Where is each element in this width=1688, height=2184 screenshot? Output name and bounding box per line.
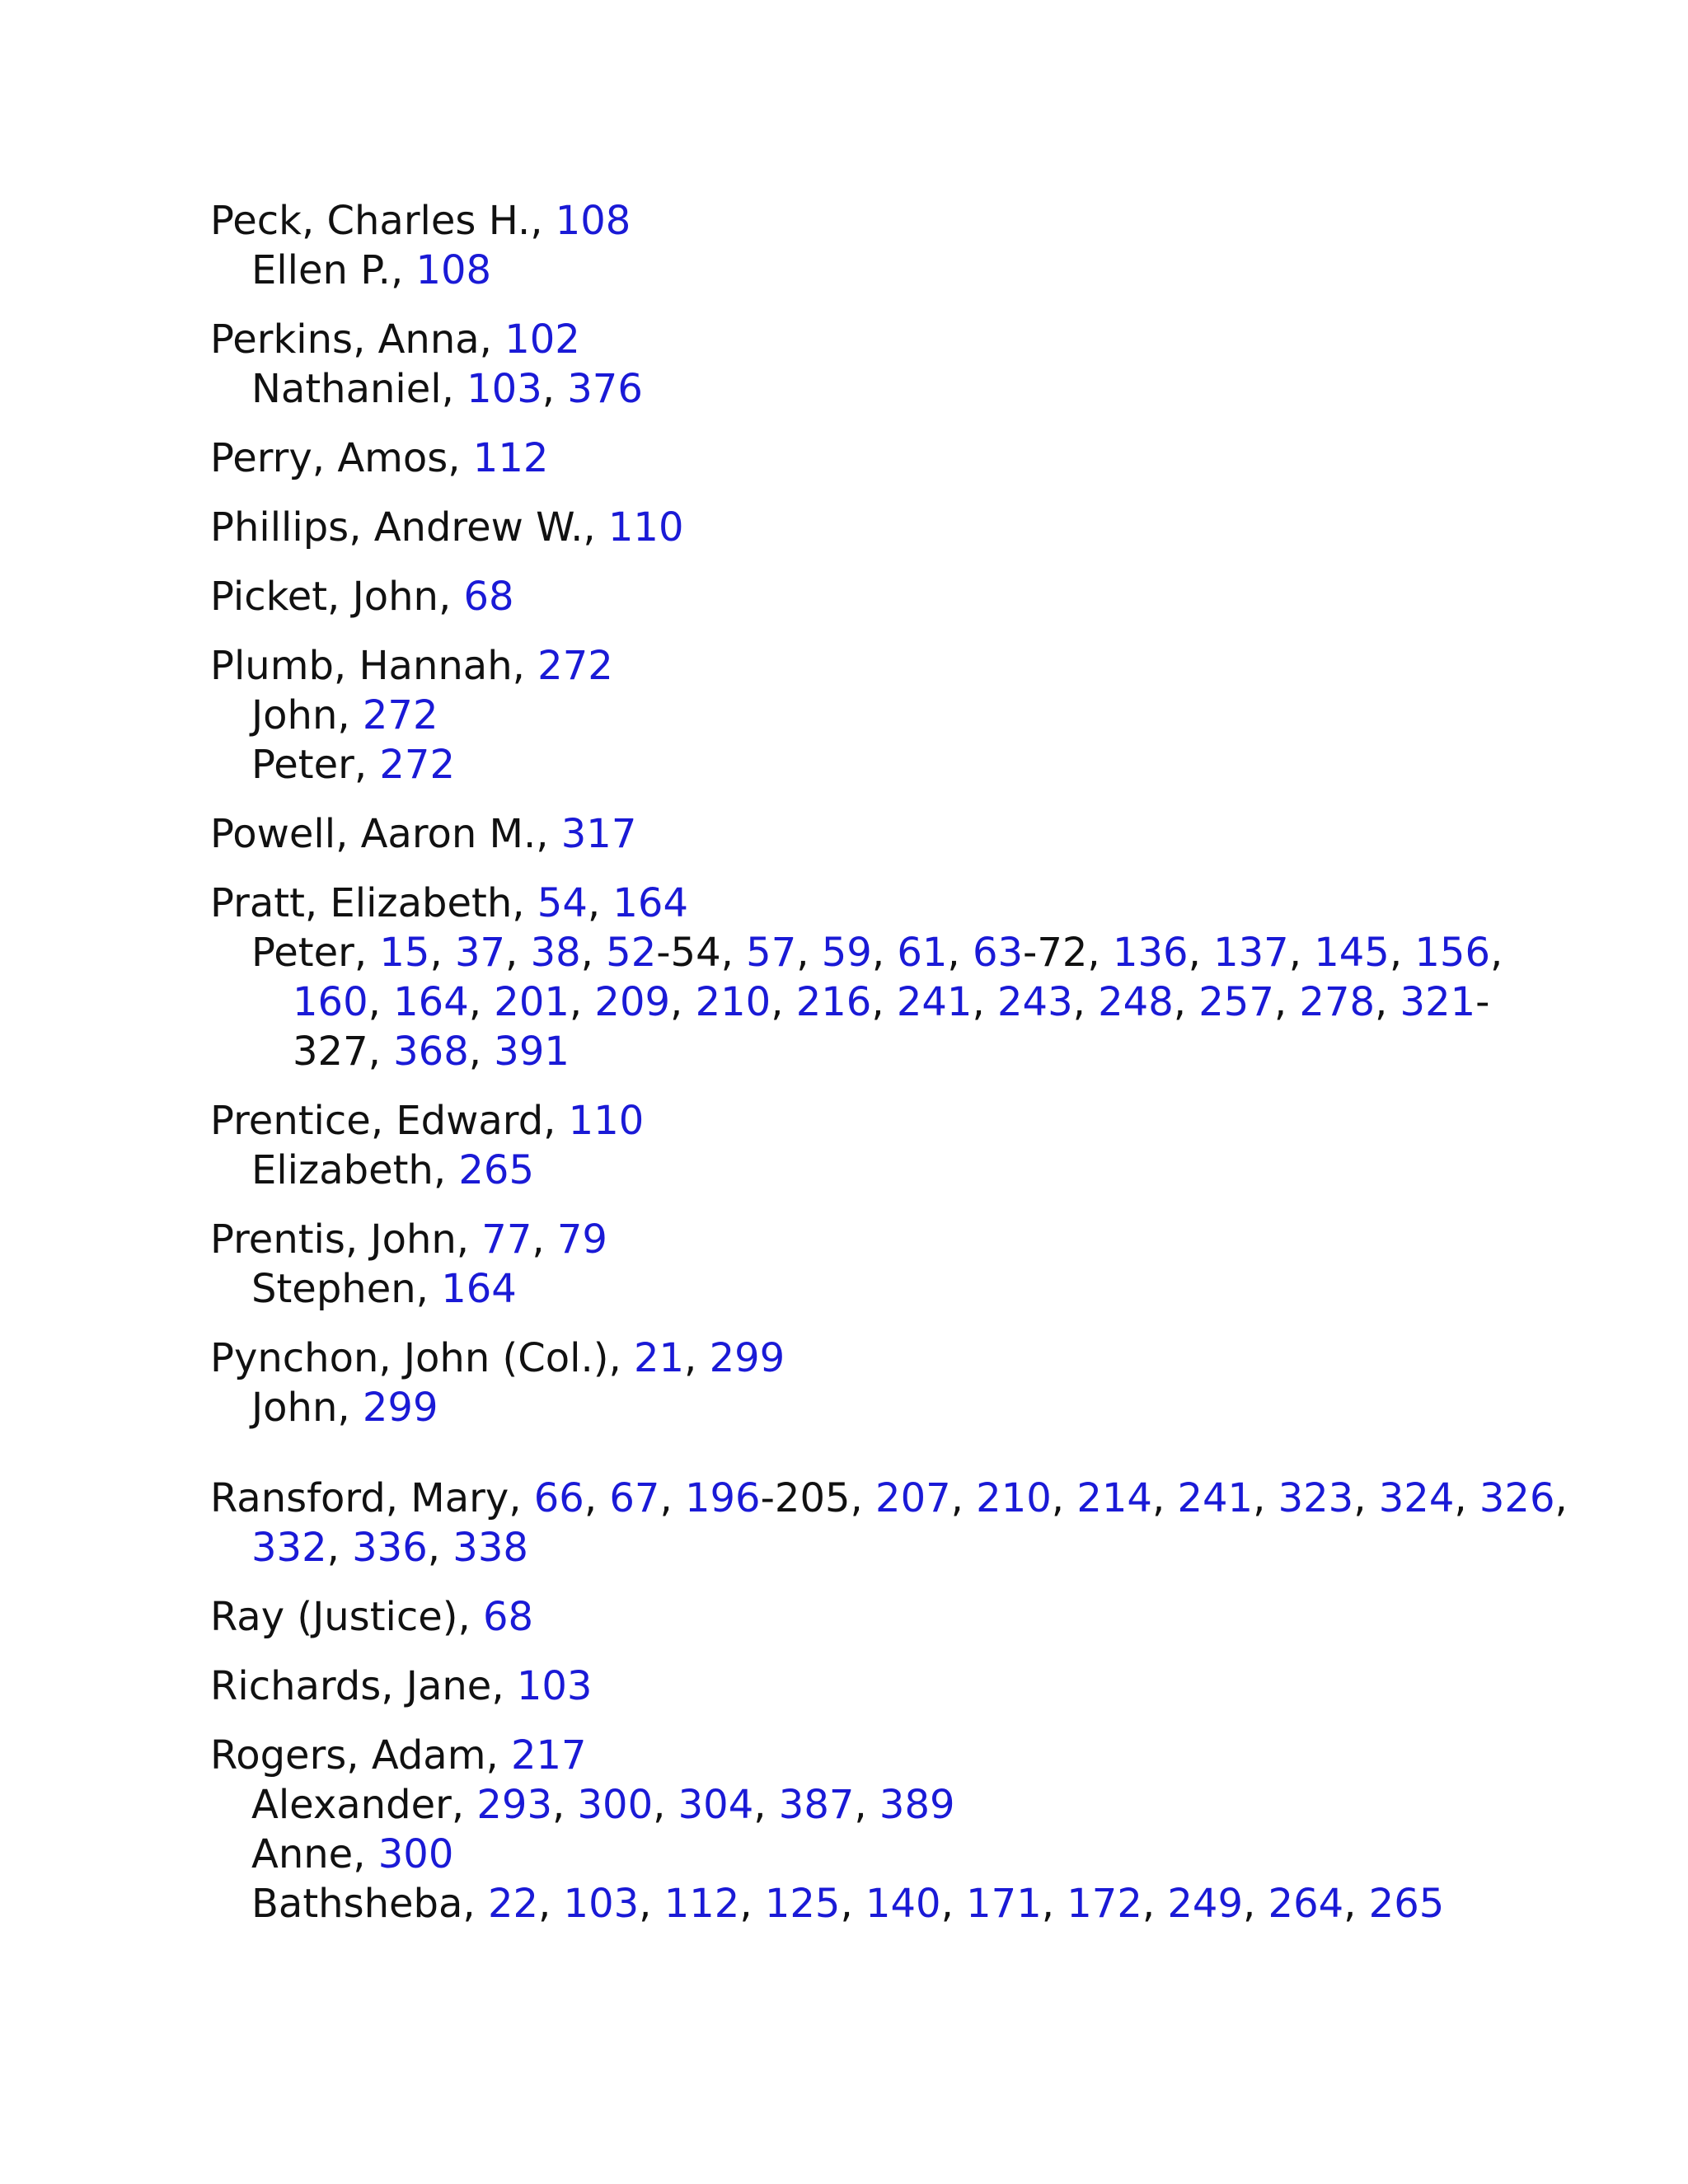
page-number-link[interactable]: 67: [609, 1475, 660, 1521]
index-text: ,: [1353, 1475, 1379, 1521]
index-text: ,: [771, 979, 796, 1025]
page-number-link[interactable]: 387: [778, 1782, 855, 1828]
index-text: ,: [1072, 979, 1099, 1025]
index-text: ,: [569, 979, 595, 1025]
page-number-link[interactable]: 164: [393, 979, 469, 1025]
page-number-link[interactable]: 110: [568, 1098, 645, 1144]
index-text: ,: [653, 1782, 678, 1828]
index-entry: [210, 1474, 1568, 1572]
index-text: Bathsheba,: [251, 1881, 488, 1927]
index-text: ,: [1173, 979, 1199, 1025]
index-entry: [210, 879, 1503, 1076]
index-text: Perry, Amos,: [210, 435, 473, 481]
index-heading-line: [210, 196, 1496, 246]
index-subentry-line: [210, 1879, 1496, 1929]
index-text: Prentis, John,: [210, 1216, 482, 1263]
page-number-link[interactable]: 209: [594, 979, 671, 1025]
index-text: ,: [326, 1525, 353, 1571]
index-text: ,: [1051, 1475, 1077, 1521]
page-number-link[interactable]: 172: [1067, 1881, 1142, 1927]
name-index: [210, 196, 1568, 1948]
page-number-link[interactable]: 265: [458, 1147, 534, 1193]
index-subentry-line: [210, 246, 1496, 295]
index-entry: [210, 572, 1496, 621]
index-text: ,: [940, 1881, 967, 1927]
index-subentry-line: [210, 691, 1496, 740]
index-entry: [210, 1731, 1496, 1929]
index-subentry-line: [210, 1383, 1496, 1432]
index-heading-line: [210, 434, 1496, 483]
index-text: ,: [1041, 1881, 1067, 1927]
page-number-link[interactable]: 241: [1177, 1475, 1254, 1521]
page-number-link[interactable]: 264: [1268, 1881, 1344, 1927]
index-text: Nathaniel,: [251, 366, 467, 412]
page-number-link[interactable]: 37: [454, 930, 506, 976]
index-text: Plumb, Hannah,: [210, 643, 538, 689]
page-number-link[interactable]: 52: [606, 930, 657, 976]
index-text: Peck, Charles H.,: [210, 198, 556, 244]
page-number-link[interactable]: 338: [452, 1525, 528, 1571]
index-heading-line: [210, 809, 1496, 859]
index-subentry-line: [210, 1264, 1496, 1314]
index-text: ,: [950, 1475, 977, 1521]
page-number-link[interactable]: 125: [764, 1881, 841, 1927]
index-text: ,: [587, 880, 613, 926]
index-text: ,: [429, 930, 455, 976]
index-text: ,: [542, 366, 568, 412]
page-number-link[interactable]: 201: [494, 979, 570, 1025]
page-number-link[interactable]: 164: [441, 1266, 517, 1312]
index-text: ,: [551, 1782, 578, 1828]
index-text: ,: [670, 979, 696, 1025]
page-number-link[interactable]: 336: [352, 1525, 428, 1571]
page-number-link[interactable]: 21: [633, 1335, 685, 1381]
index-text: ,: [659, 1475, 685, 1521]
page-number-link[interactable]: 66: [533, 1475, 584, 1521]
page-number-link[interactable]: 241: [896, 979, 973, 1025]
index-text: ,: [947, 930, 973, 976]
index-text: ,: [1554, 1475, 1568, 1521]
page-number-link[interactable]: 54: [537, 880, 588, 926]
index-text: Alexander,: [251, 1782, 477, 1828]
page-number-link[interactable]: 207: [875, 1475, 951, 1521]
index-text: ,: [1489, 930, 1503, 976]
page-number-link[interactable]: 216: [795, 979, 872, 1025]
page-number-link[interactable]: 278: [1299, 979, 1376, 1025]
index-entry: [210, 1333, 1496, 1432]
page-number-link[interactable]: 57: [746, 930, 797, 976]
page-number-link[interactable]: 59: [821, 930, 872, 976]
index-text: ,: [972, 979, 997, 1025]
page-number-link[interactable]: 243: [996, 979, 1073, 1025]
index-subentry-line: [210, 364, 1496, 414]
index-text: ,: [753, 1782, 779, 1828]
index-text: ,: [468, 979, 495, 1025]
index-text: Picket, John,: [210, 574, 464, 620]
page-number-link[interactable]: 332: [251, 1525, 327, 1571]
index-text: John,: [251, 692, 363, 738]
index-text: Anne,: [251, 1831, 378, 1877]
page-number-link[interactable]: 210: [695, 979, 771, 1025]
index-text: ,: [1389, 930, 1415, 976]
index-text: ,: [1243, 1881, 1268, 1927]
page-number-link[interactable]: 77: [481, 1216, 532, 1263]
index-heading-line: [210, 641, 1496, 691]
page-number-link[interactable]: 103: [467, 366, 542, 412]
index-text: Richards, Jane,: [210, 1663, 517, 1709]
page-number-link[interactable]: 160: [293, 979, 368, 1025]
index-heading-line: [210, 879, 1496, 928]
index-text: ,: [840, 1881, 865, 1927]
index-text: Ray (Justice),: [210, 1594, 484, 1640]
page-number-link[interactable]: 108: [415, 247, 492, 293]
page-number-link[interactable]: 103: [563, 1881, 640, 1927]
index-heading-line: [210, 1333, 1496, 1383]
index-entry: [210, 1592, 1496, 1642]
index-text: -: [1475, 979, 1490, 1025]
index-text: Rogers, Adam,: [210, 1732, 511, 1779]
index-subentry-line: [210, 977, 1496, 1027]
page-number-link[interactable]: 164: [612, 880, 688, 926]
index-text: ,: [1343, 1881, 1369, 1927]
page-number-link[interactable]: 248: [1098, 979, 1174, 1025]
page-number-link[interactable]: 79: [556, 1216, 607, 1263]
index-text: Ransford, Mary,: [210, 1475, 534, 1521]
page-number-link[interactable]: 326: [1479, 1475, 1555, 1521]
index-text: ,: [1188, 930, 1214, 976]
page-number-link[interactable]: 376: [567, 366, 643, 412]
page-number-link[interactable]: 265: [1368, 1881, 1445, 1927]
index-subentry-line: [210, 740, 1496, 790]
index-text: -205,: [760, 1475, 876, 1521]
page-number-link[interactable]: 304: [678, 1782, 754, 1828]
page-number-link[interactable]: 38: [530, 930, 581, 976]
index-subentry-line: [210, 1146, 1496, 1195]
index-text: ,: [580, 930, 607, 976]
page-number-link[interactable]: 171: [966, 1881, 1042, 1927]
page-number-link[interactable]: 103: [516, 1663, 593, 1709]
index-text: ,: [1273, 979, 1300, 1025]
index-text: Phillips, Andrew W.,: [210, 504, 608, 551]
index-text: Perkins, Anna,: [210, 316, 505, 363]
page-number-link[interactable]: 110: [607, 504, 684, 551]
page-number-link[interactable]: 196: [684, 1475, 761, 1521]
page-number-link[interactable]: 140: [865, 1881, 941, 1927]
index-entry: [210, 641, 1496, 790]
page-number-link[interactable]: 272: [537, 643, 613, 689]
index-text: ,: [584, 1475, 610, 1521]
page-number-link[interactable]: 68: [463, 574, 514, 620]
index-heading-line: [210, 503, 1496, 552]
index-text: ,: [1288, 930, 1315, 976]
index-text: Prentice, Edward,: [210, 1098, 569, 1144]
index-entry: [210, 1661, 1496, 1711]
page-number-link[interactable]: 108: [555, 198, 631, 244]
page-number-link[interactable]: 102: [504, 316, 580, 363]
index-text: ,: [1454, 1475, 1479, 1521]
page-number-link[interactable]: 136: [1112, 930, 1189, 976]
page-number-link[interactable]: 217: [510, 1732, 587, 1779]
index-text: ,: [368, 979, 394, 1025]
index-text: ,: [505, 930, 531, 976]
index-subentry-line: [210, 928, 1503, 977]
index-text: ,: [854, 1782, 879, 1828]
index-text: Stephen,: [251, 1266, 442, 1312]
page-number-link[interactable]: 112: [663, 1881, 740, 1927]
page-number-link[interactable]: 324: [1378, 1475, 1455, 1521]
index-text: ,: [538, 1881, 564, 1927]
page-number-link[interactable]: 272: [379, 742, 455, 788]
index-heading-line: [210, 1731, 1496, 1780]
index-text: 327,: [293, 1029, 394, 1075]
page-number-link[interactable]: 145: [1314, 930, 1390, 976]
index-text: ,: [427, 1525, 453, 1571]
index-text: Elizabeth,: [251, 1147, 459, 1193]
index-subentry-line: [210, 1830, 1496, 1879]
index-text: -54,: [656, 930, 747, 976]
index-entry: [210, 1215, 1496, 1314]
index-heading-line: [210, 315, 1496, 364]
index-text: ,: [1151, 1475, 1178, 1521]
page-number-link[interactable]: 299: [362, 1385, 438, 1431]
index-heading-line: [210, 1096, 1496, 1146]
index-text: ,: [1142, 1881, 1168, 1927]
page-number-link[interactable]: 257: [1198, 979, 1274, 1025]
index-heading-line: [210, 572, 1496, 621]
index-text: Peter,: [251, 742, 380, 788]
page-number-link[interactable]: 389: [879, 1782, 955, 1828]
index-heading-line: [210, 1474, 1568, 1523]
index-entry: [210, 809, 1496, 859]
index-heading-line: [210, 1215, 1496, 1264]
page-number-link[interactable]: 15: [379, 930, 430, 976]
index-text: ,: [796, 930, 822, 976]
index-text: ,: [468, 1029, 495, 1075]
page-number-link[interactable]: 299: [709, 1335, 785, 1381]
page-number-link[interactable]: 293: [476, 1782, 552, 1828]
page-number-link[interactable]: 272: [362, 692, 438, 738]
index-text: ,: [532, 1216, 557, 1263]
index-entry: [210, 503, 1496, 552]
page-number-link[interactable]: 368: [393, 1029, 469, 1075]
index-entry: [210, 315, 1496, 414]
index-text: ,: [871, 979, 897, 1025]
index-text: -72,: [1023, 930, 1113, 976]
index-text: Pynchon, John (Col.),: [210, 1335, 634, 1381]
page-number-link[interactable]: 214: [1076, 1475, 1152, 1521]
page-number-link[interactable]: 391: [494, 1029, 570, 1075]
page-number-link[interactable]: 210: [976, 1475, 1052, 1521]
index-subentry-line: [210, 1780, 1496, 1830]
page-number-link[interactable]: 323: [1278, 1475, 1354, 1521]
page-number-link[interactable]: 156: [1414, 930, 1490, 976]
index-text: Powell, Aaron M.,: [210, 811, 561, 857]
index-entry: [210, 434, 1496, 483]
index-text: John,: [251, 1385, 363, 1431]
page-number-link[interactable]: 63: [972, 930, 1024, 976]
index-text: ,: [1253, 1475, 1278, 1521]
index-text: Peter,: [251, 930, 380, 976]
index-heading-line: [210, 1592, 1496, 1642]
page-number-link[interactable]: 300: [377, 1831, 454, 1877]
index-subentry-line: [210, 1523, 1496, 1572]
page-number-link[interactable]: 137: [1213, 930, 1289, 976]
page-number-link[interactable]: 249: [1167, 1881, 1244, 1927]
page-number-link[interactable]: 317: [560, 811, 637, 857]
page-number-link[interactable]: 321: [1400, 979, 1476, 1025]
index-text: ,: [639, 1881, 664, 1927]
page-number-link[interactable]: 300: [577, 1782, 654, 1828]
page-number-link[interactable]: 22: [487, 1881, 539, 1927]
index-text: Ellen P.,: [251, 247, 416, 293]
index-text: ,: [684, 1335, 710, 1381]
page-number-link[interactable]: 112: [472, 435, 549, 481]
index-text: ,: [1375, 979, 1400, 1025]
index-subentry-line: [210, 1027, 1496, 1076]
index-text: ,: [871, 930, 898, 976]
index-entry: [210, 1096, 1496, 1195]
index-text: Pratt, Elizabeth,: [210, 880, 537, 926]
index-entry: [210, 196, 1496, 295]
index-text: ,: [739, 1881, 765, 1927]
index-heading-line: [210, 1661, 1496, 1711]
page-number-link[interactable]: 68: [483, 1594, 534, 1640]
page-number-link[interactable]: 61: [897, 930, 948, 976]
